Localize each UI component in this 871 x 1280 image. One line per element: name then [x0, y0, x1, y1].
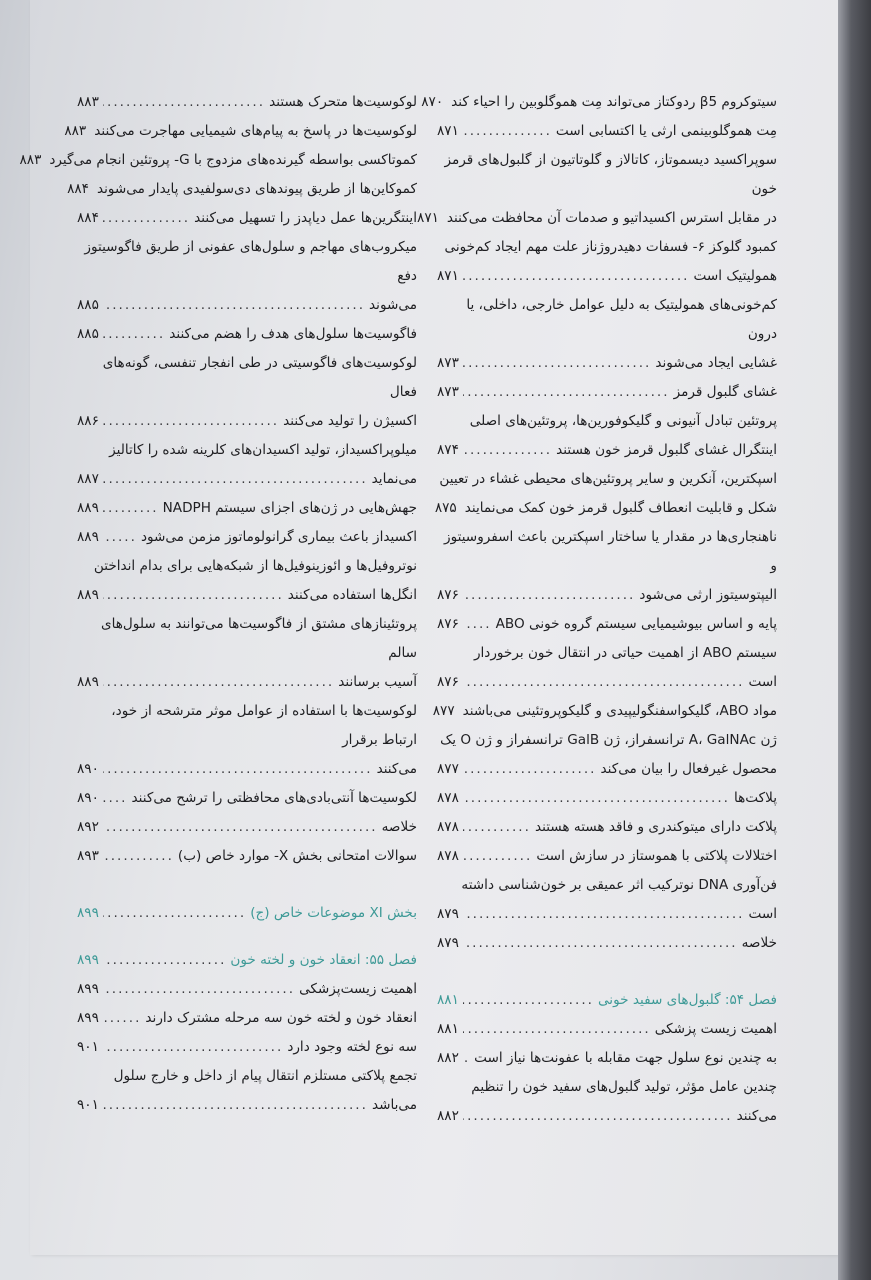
page-number: ۹۰۱ — [77, 1097, 99, 1113]
toc-entry-text: پلاکت‌ها — [733, 790, 777, 806]
toc-entry — [77, 320, 417, 349]
page-number: ۸۹۰ — [77, 761, 99, 777]
page-number: ۸۹۳ — [77, 848, 99, 864]
toc-entry — [437, 233, 777, 291]
dot-leader — [463, 581, 635, 610]
toc-entry-text: پایه و اساس بیوشیمیایی سیستم گروه خونی ABO — [495, 616, 777, 632]
page-number: ۸۸۹ — [77, 529, 99, 545]
toc-entry — [437, 784, 777, 813]
page-number: ۸۸۹ — [77, 674, 99, 690]
dot-leader — [463, 610, 492, 639]
toc-entry — [77, 523, 417, 552]
dot-leader — [463, 900, 745, 929]
toc-entry-text: می‌کنند — [736, 1108, 777, 1124]
toc-entry-text: در مقابل استرس اکسیداتیو و صدمات آن محافظت می‌کنند — [446, 210, 777, 226]
toc-entry — [437, 871, 777, 929]
page-number: ۸۷۴ — [437, 442, 459, 458]
dot-leader — [463, 1015, 651, 1044]
toc-entry — [19, 146, 417, 175]
toc-entry-text: خلاصه — [741, 935, 777, 951]
toc-left-column — [19, 88, 417, 1120]
toc-entry-text: اسپکترین، آنکرین و سایر پروتئین‌های محیطی غشاء در تعیین — [439, 471, 777, 487]
dot-leader — [103, 1091, 368, 1120]
toc-entry-text: است — [748, 674, 777, 690]
toc-entry — [77, 349, 417, 436]
toc-entry — [437, 726, 777, 784]
dot-leader — [463, 813, 531, 842]
toc-entry — [77, 842, 417, 871]
toc-entry — [77, 1062, 417, 1120]
page-number: ۸۷۹ — [437, 906, 459, 922]
dot-leader — [463, 1044, 470, 1073]
toc-entry — [64, 117, 417, 146]
dot-leader — [103, 668, 334, 697]
page-number: ۸۷۶ — [437, 587, 459, 603]
toc-entry-text: کمبود گلوکز ۶- فسفات دهیدروژناز علت مهم ایجاد کم‌خونی — [444, 239, 777, 255]
toc-entry-text: اهمیت زیست‌پزشکی — [299, 981, 417, 997]
toc-entry — [437, 929, 777, 958]
dot-leader — [103, 1004, 142, 1033]
dot-leader — [463, 1102, 733, 1131]
toc-entry-text: سوالات امتحانی بخش X- موارد خاص (ب) — [177, 848, 417, 864]
toc-entry-text: انعقاد خون و لخته خون سه مرحله مشترک دارند — [145, 1010, 417, 1026]
page-number: ۸۸۵ — [77, 326, 99, 342]
dot-leader — [103, 407, 279, 436]
dot-leader — [103, 946, 227, 975]
toc-entry-text: اکسیداز باعث بیماری گرانولوماتوز مزمن می‌شود — [140, 529, 417, 545]
toc-entry-text: ژن A، GalNAc ترانسفراز، ژن GalB ترانسفراز و ژن O یک — [440, 732, 777, 748]
page-number: ۸۷۱ — [417, 210, 439, 226]
toc-entry-text: سیستم ABO از اهمیت حیاتی در انتقال خون برخوردار — [473, 645, 777, 661]
toc-entry — [77, 204, 417, 233]
dot-leader — [463, 262, 690, 291]
page-number: ۸۸۴ — [67, 181, 89, 197]
toc-entry-text: است — [748, 906, 777, 922]
page-number: ۸۷۸ — [437, 790, 459, 806]
toc-entry — [437, 813, 777, 842]
dot-leader — [103, 320, 165, 349]
dot-leader — [463, 929, 738, 958]
dot-leader — [103, 899, 246, 928]
toc-entry — [437, 842, 777, 871]
dot-leader — [463, 117, 552, 146]
page-number: ۸۹۹ — [77, 981, 99, 997]
page-number: ۸۸۷ — [77, 471, 99, 487]
dot-leader — [463, 784, 730, 813]
page-number: ۸۷۷ — [432, 703, 455, 719]
page-number: ۸۷۵ — [434, 500, 457, 516]
toc-entry-text: خلاصه — [381, 819, 417, 835]
toc-entry-text: کموتاکسی بواسطه گیرنده‌های مزدوج با G- پروتئین انجام می‌گیرد — [49, 152, 417, 168]
toc-entry — [417, 146, 777, 233]
toc-entry-text: سه نوع لخته وجود دارد — [287, 1039, 417, 1055]
dot-leader — [463, 349, 651, 378]
toc-entry-text: سیتوکروم β5 ردوکتاز می‌تواند مِت هموگلوبین را احیاء کند — [451, 94, 777, 110]
dot-leader — [103, 465, 368, 494]
dot-leader — [103, 523, 137, 552]
toc-entry-text: اختلالات پلاکتی با هموستاز در سازش است — [536, 848, 777, 864]
toc-entry-text: کموکاین‌ها از طریق پیوندهای دی‌سولفیدی پایدار می‌شوند — [96, 181, 417, 197]
toc-entry — [437, 117, 777, 146]
toc-entry-text: مواد ABO، گلیکواسفنگولیپیدی و گلیکوپروتئینی می‌باشند — [462, 703, 777, 719]
toc-entry-text: شکل و قابلیت انعطاف گلبول قرمز خون کمک می‌نمایند — [464, 500, 777, 516]
toc-entry-text: ناهنجاری‌ها در مقدار یا ساختار اسپکترین باعث اسفروسیتوز و — [444, 529, 777, 574]
dot-leader — [103, 1033, 283, 1062]
toc-entry-text: سوپراکسید دیسموتاز، کاتالاز و گلوتاتیون از گلبول‌های قرمز خون — [444, 152, 777, 197]
page-number: ۹۰۱ — [77, 1039, 99, 1055]
page-number: ۸۷۳ — [437, 355, 459, 371]
toc-entry-text: می‌کنند — [376, 761, 417, 777]
toc-entry-text: کم‌خونی‌های همولیتیک به دلیل عوامل خارجی، داخلی، یا درون — [466, 297, 777, 342]
toc-entry-text: فن‌آوری DNA نوترکیب اثر عمیقی بر خون‌شناسی داشته — [461, 877, 777, 893]
dot-leader — [463, 668, 745, 697]
toc-entry — [437, 1073, 777, 1131]
toc-entry-text: لوکوسیت‌ها با استفاده از عوامل موثر مترشحه از خود، ارتباط برقرار — [111, 703, 417, 748]
toc-entry-text: محصول غیرفعال را بیان می‌کند — [600, 761, 777, 777]
toc-entry — [77, 1033, 417, 1062]
toc-entry-text: به چندین نوع سلول جهت مقابله با عفونت‌ها نیاز است — [474, 1050, 777, 1066]
page-number: ۸۸۴ — [77, 210, 99, 226]
toc-entry-text: تجمع پلاکتی مستلزم انتقال پیام از داخل و خارج سلول — [113, 1068, 417, 1084]
page-number: ۸۹۹ — [77, 952, 99, 968]
toc-entry — [437, 1044, 777, 1073]
toc-entry — [432, 697, 777, 726]
dot-leader — [103, 494, 159, 523]
page-number: ۸۷۸ — [437, 848, 459, 864]
dot-leader — [463, 755, 597, 784]
page-edge-shadow — [838, 0, 871, 1280]
toc-entry-text: اینتگرین‌ها عمل دیاپدز را تسهیل می‌کنند — [194, 210, 417, 226]
page-number: ۸۹۲ — [77, 819, 99, 835]
toc-entry-text: پروتئینازهای مشتق از فاگوسیت‌ها می‌توانند به سلول‌های سالم — [100, 616, 417, 661]
dot-leader — [103, 975, 295, 1004]
page-number: ۸۷۶ — [437, 674, 459, 690]
toc-entry-text: غشای گلبول قرمز — [673, 384, 777, 400]
toc-entry-text: اینتگرال غشای گلبول قرمز خون هستند — [556, 442, 777, 458]
dot-leader — [463, 436, 552, 465]
toc-entry-text: لوکوسیت‌های فاگوسیتی در طی انفجار تنفسی، گونه‌های فعال — [102, 355, 417, 400]
toc-entry-text: می‌باشد — [371, 1097, 417, 1113]
dot-leader — [463, 986, 594, 1015]
toc-heading-title: فصل ۵۴: گلبول‌های سفید خونی — [597, 992, 777, 1008]
toc-entry-text: مِت هموگلوبینمی ارثی یا اکتسابی است — [555, 123, 777, 139]
toc-entry-text: غشایی ایجاد می‌شوند — [655, 355, 777, 371]
page-number: ۸۷۹ — [437, 935, 459, 951]
page-number: ۸۸۳ — [77, 94, 99, 110]
page-number: ۸۸۱ — [437, 992, 459, 1008]
toc-entry — [77, 436, 417, 494]
toc-entry-text: اکسیژن را تولید می‌کنند — [283, 413, 417, 429]
toc-entry — [77, 88, 417, 117]
page-number: ۸۷۰ — [421, 94, 444, 110]
toc-entry-text: جهش‌هایی در ژن‌های اجزای سیستم NADPH — [162, 500, 417, 516]
page-number: ۸۸۳ — [19, 152, 42, 168]
page-number: ۸۸۵ — [77, 297, 99, 313]
dot-leader — [103, 291, 365, 320]
page-number: ۸۸۹ — [77, 500, 99, 516]
page-number: ۸۹۰ — [77, 790, 99, 806]
toc-entry-text: اهمیت زیست پزشکی — [654, 1021, 777, 1037]
toc-entry-text: لوکوسیت‌ها متحرک هستند — [269, 94, 417, 110]
toc-entry-text: پروتئین تبادل آنیونی و گلیکوفورین‌ها، پروتئین‌های اصلی — [469, 413, 777, 429]
toc-entry — [77, 610, 417, 697]
dot-leader — [103, 842, 174, 871]
page-number: ۸۷۸ — [437, 819, 459, 835]
dot-leader — [103, 784, 128, 813]
toc-entry-text: چندین عامل مؤثر، تولید گلبول‌های سفید خون را تنظیم — [471, 1079, 777, 1095]
toc-entry — [437, 407, 777, 465]
page-number: ۸۷۱ — [437, 123, 459, 139]
toc-entry-text: فاگوسیت‌ها سلول‌های هدف را هضم می‌کنند — [169, 326, 417, 342]
page-number: ۸۹۹ — [77, 1010, 99, 1026]
toc-entry — [437, 610, 777, 639]
toc-entry-text: لکوسیت‌ها آنتی‌بادی‌های محافظتی را ترشح می‌کنند — [131, 790, 417, 806]
toc-heading-title: بخش XI موضوعات خاص (ج) — [250, 905, 417, 921]
dot-leader — [103, 204, 190, 233]
toc-entry-text: می‌نماید — [371, 471, 417, 487]
page-number: ۸۹۹ — [77, 905, 99, 921]
toc-entry-text: انگل‌ها استفاده می‌کنند — [287, 587, 417, 603]
toc-entry — [77, 1004, 417, 1033]
dot-leader — [103, 813, 378, 842]
page-number: ۸۷۳ — [437, 384, 459, 400]
toc-entry — [421, 88, 777, 117]
page-number: ۸۷۷ — [437, 761, 459, 777]
toc-entry — [77, 233, 417, 320]
dot-leader — [463, 378, 670, 407]
toc-entry — [434, 465, 777, 523]
toc-entry — [77, 494, 417, 523]
toc-entry-text: الیپتوسیتوز ارثی می‌شود — [639, 587, 777, 603]
toc-entry-text: آسیب برسانند — [338, 674, 417, 690]
toc-entry — [77, 975, 417, 1004]
page-number: ۸۸۲ — [437, 1050, 459, 1066]
toc-entry-text: لوکوسیت‌ها در پاسخ به پیام‌های شیمیایی مهاجرت می‌کنند — [94, 123, 417, 139]
dot-leader — [103, 755, 373, 784]
page-number: ۸۸۳ — [64, 123, 87, 139]
toc-entry-text: پلاکت دارای میتوکندری و فاقد هسته هستند — [534, 819, 777, 835]
toc-entry — [437, 523, 777, 610]
dot-leader — [463, 842, 532, 871]
toc-entry — [77, 813, 417, 842]
toc-heading — [77, 946, 417, 975]
page-number: ۸۸۱ — [437, 1021, 459, 1037]
dot-leader — [103, 88, 265, 117]
toc-heading — [77, 899, 417, 928]
toc-entry — [67, 175, 417, 204]
toc-entry — [437, 291, 777, 378]
toc-heading-title: فصل ۵۵: انعقاد خون و لخته خون — [230, 952, 417, 968]
toc-entry-text: میلوپراکسیداز، تولید اکسیدان‌های کلرینه شده را کاتالیز — [109, 442, 417, 458]
toc-entry-text: میکروب‌های مهاجم و سلول‌های عفونی از طریق فاگوسیتوز دفع — [84, 239, 417, 284]
page-number: ۸۸۲ — [437, 1108, 459, 1124]
toc-entry — [77, 784, 417, 813]
toc-entry-text: می‌شوند — [369, 297, 417, 313]
toc-heading — [437, 986, 777, 1015]
toc-entry — [437, 378, 777, 407]
page-number: ۸۸۹ — [77, 587, 99, 603]
page-number: ۸۷۱ — [437, 268, 459, 284]
toc-entry — [437, 639, 777, 697]
toc-entry-text: نوتروفیل‌ها و ائوزینوفیل‌ها از شبکه‌هایی برای بدام انداختن — [93, 558, 417, 574]
dot-leader — [103, 581, 284, 610]
page-number: ۸۷۶ — [437, 616, 459, 632]
page-number: ۸۸۶ — [77, 413, 99, 429]
toc-entry — [437, 1015, 777, 1044]
toc-entry-text: همولیتیک است — [693, 268, 777, 284]
toc-entry — [77, 552, 417, 610]
toc-entry — [77, 697, 417, 784]
toc-right-column — [417, 88, 777, 1131]
